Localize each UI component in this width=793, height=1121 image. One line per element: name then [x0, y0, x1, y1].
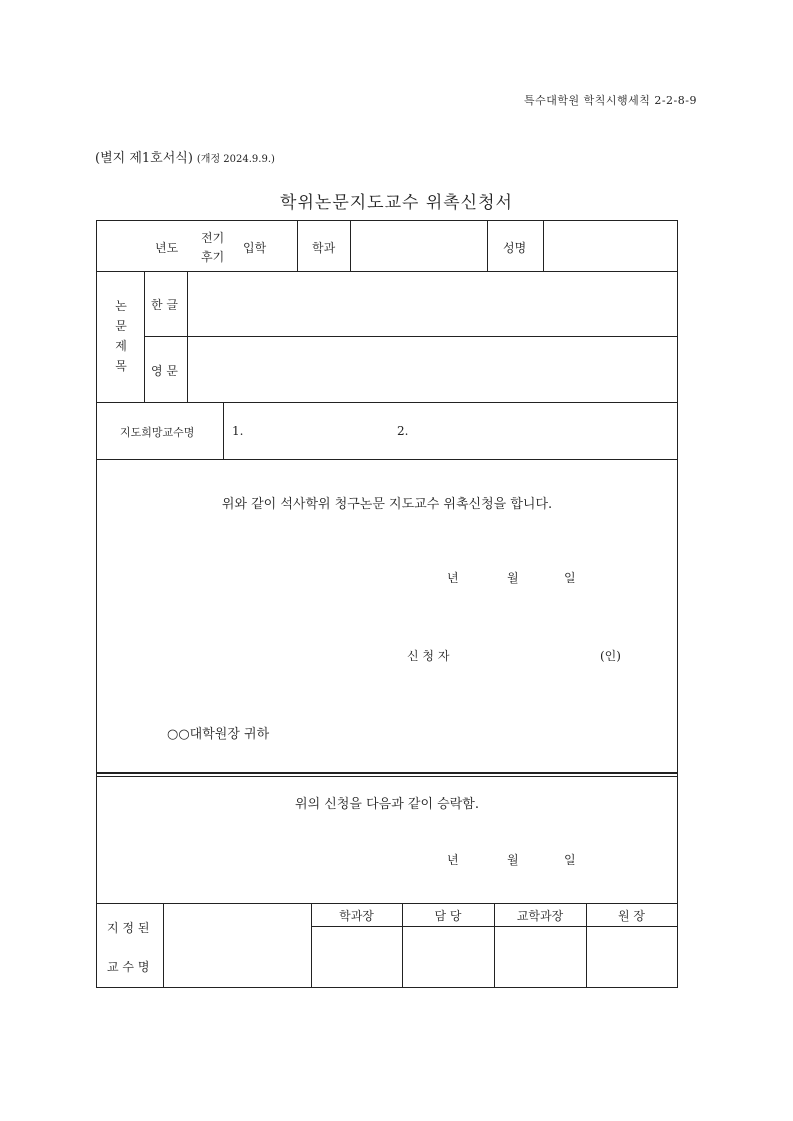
thesis-title-group-label: 논 문 제 목 — [115, 299, 127, 373]
designated-label-line1: 지 정 된 — [107, 921, 150, 935]
application-day: 일 — [564, 571, 576, 585]
approval-month: 월 — [507, 853, 519, 867]
application-year: 년 — [447, 571, 459, 585]
application-form-table — [96, 220, 678, 988]
semester-first: 전기 — [201, 231, 225, 245]
sign-box-officer[interactable] — [404, 928, 492, 985]
name-label: 성명 — [503, 241, 527, 255]
english-title-label: 영 문 — [151, 364, 178, 378]
application-statement: 위와 같이 석사학위 청구논문 지도교수 위촉신청을 합니다. — [221, 497, 553, 512]
form-number: (별지 제1호서식) — [95, 151, 193, 166]
department-label: 학과 — [312, 241, 336, 255]
designated-label-line2: 교 수 명 — [107, 960, 150, 974]
sign-head-department-chair: 학과장 — [339, 909, 374, 923]
regulation-reference: 특수대학원 학칙시행세칙 2-2-8-9 — [523, 94, 697, 107]
advisor-label: 지도희망교수명 — [120, 426, 195, 439]
advisor-second: 2. — [397, 424, 409, 438]
designated-professor-input[interactable] — [165, 905, 309, 985]
korean-title-label: 한 글 — [151, 298, 178, 312]
revision-date: (개정 2024.9.9.) — [196, 154, 275, 165]
english-title-input[interactable] — [189, 338, 675, 400]
sign-box-department-chair[interactable] — [313, 928, 400, 985]
admission-label: 입학 — [243, 241, 267, 255]
approval-day: 일 — [564, 853, 576, 867]
sign-head-officer: 담 당 — [434, 909, 462, 923]
page-title: 학위논문지도교수 위촉신청서 — [280, 193, 513, 213]
advisor-first: 1. — [232, 424, 244, 438]
sign-head-dean: 원 장 — [618, 909, 645, 923]
sign-head-academic-chief: 교학과장 — [516, 909, 564, 923]
seal-mark: (인) — [600, 649, 621, 663]
applicant-label: 신 청 자 — [407, 649, 450, 663]
approval-year: 년 — [447, 853, 459, 867]
year-label: 년도 — [155, 241, 179, 255]
form-number-label — [95, 147, 275, 166]
korean-title-input[interactable] — [189, 273, 675, 334]
approval-statement: 위의 신청을 다음과 같이 승락함. — [295, 797, 479, 812]
sign-box-academic-chief[interactable] — [496, 928, 584, 985]
sign-box-dean[interactable] — [588, 928, 675, 985]
semester-second: 후기 — [201, 250, 225, 264]
application-month: 월 — [507, 571, 519, 585]
addressee: ○○대학원장 귀하 — [167, 727, 270, 742]
